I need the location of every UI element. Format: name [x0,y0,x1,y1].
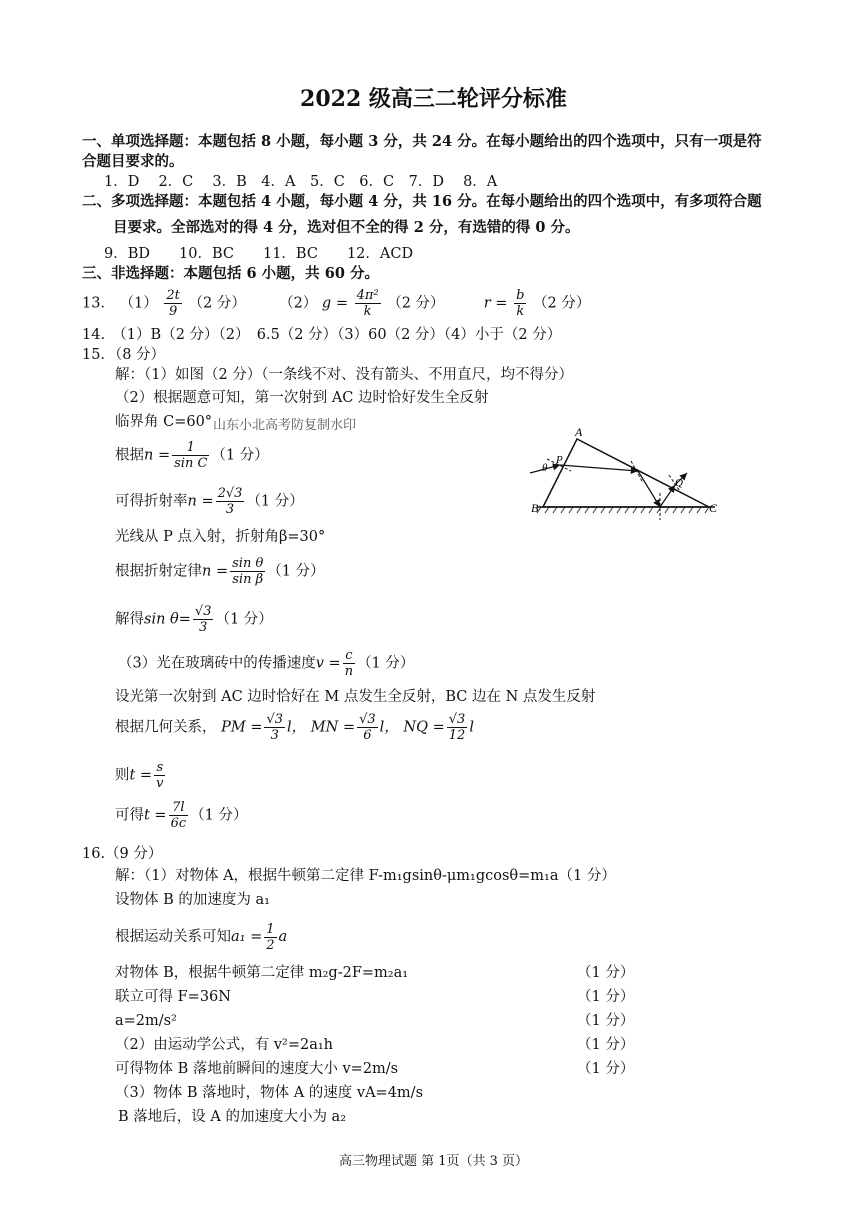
q15-l12-den: v [156,776,164,791]
q15-mn-num: √3 [359,712,376,727]
q15-l13-fraction [169,800,189,831]
q16-l3-num: 1 [266,921,275,937]
q15-l7-fraction [230,556,265,587]
q15-line8 [115,604,273,635]
label-p: P [556,454,563,466]
q15-pm-suffix: l， [287,719,307,736]
section1-header: 一、单项选择题：本题包括 8 小题，每小题 3 分，共 24 分。在每小题给出的四个选项中，只有一项是符 [82,133,762,150]
q15-line4 [115,440,269,471]
q15-l8-num: √3 [194,604,212,619]
q15-l7-den: sin β [232,572,264,587]
hatching [537,507,709,513]
q16-l3-den: 2 [266,937,275,953]
q15-pm-num: √3 [266,712,284,727]
q13-p2-den: k [363,304,372,319]
q13-p3-fraction [514,288,526,319]
q13-p3-lhs: r = [483,295,508,312]
q15-mn-suffix: l， [379,719,399,736]
section2-answers: 9．BD 10．BC 11．BC 12．ACD [104,246,414,262]
q15-l8-lhs: sin θ= [144,611,191,628]
section3-header: 三、非选择题：本题包括 6 小题，共 60 分。 [82,265,379,282]
section2-header-cont: 目要求。全部选对的得 4 分，选对但不全的得 2 分，有选错的得 0 分。 [113,219,580,236]
q15-nq-fraction [447,712,468,743]
q15-l5-den: 3 [225,502,235,517]
q15-nq-den: 12 [448,728,466,743]
q13-p2-lhs: g = [321,295,348,312]
q15-l7-lhs: n = [202,563,229,580]
q15-l9-points: （1 分） [357,655,415,672]
q13-p3-den: k [516,304,525,319]
refracted-ray [560,465,638,471]
q15-l7-pre: 根据折射定律 [115,563,202,580]
q16-l3-lhs: a₁ = [231,929,263,945]
q16-line7: （2）由运动学公式，有 v²=2a₁h [115,1037,334,1053]
q15-l13-num: 7l [169,800,189,816]
q15-l8-den: 3 [199,620,208,635]
label-c: C [709,501,718,515]
q16-line10: B 落地后，设 A 的加速度大小为 a₂ [118,1109,347,1125]
q16-line9: （3）物体 B 落地时，物体 A 的速度 vA=4m/s [115,1085,424,1101]
q15-line3: 临界角 C=60° [115,414,213,430]
q15-l8-points: （1 分） [215,611,273,628]
q15-l13-lhs: t = [144,807,167,824]
q15-line2: （2）根据题意可知，第一次射到 AC 边时恰好发生全反射 [115,390,489,406]
q16-line4-points: （1 分） [577,965,635,981]
q16-line7-points: （1 分） [577,1037,635,1053]
q15-l8-fraction [193,604,214,635]
q13-p1-fraction [164,288,182,319]
q15-l5-num: 2√3 [217,486,243,501]
q16-line3 [115,919,287,955]
q16-line5-points: （1 分） [577,989,635,1005]
q15-l13-den: 6c [170,816,187,831]
q15-nq-lhs: NQ = [403,719,445,736]
q13-p3-num: b [516,288,525,303]
q15-mn-lhs: MN = [310,719,356,736]
label-a: A [575,425,583,439]
q15-line10: 设光第一次射到 AC 边时恰好在 M 点发生全反射，BC 边在 N 点发生反射 [115,689,596,705]
q15-l4-pre: 根据 [115,447,144,464]
q15-l8-pre: 解得 [115,611,144,628]
watermark-text: 山东小北高考防复制水印 [213,418,357,433]
q15-l13-points: （1 分） [190,807,248,824]
q15-line12 [115,760,167,791]
q15-l7-num: sin θ [232,556,264,571]
q13-p3-points: （2 分） [533,295,591,312]
q15-mn-fraction [357,712,378,743]
page-footer: 高三物理试题 第 1页（共 3 页） [338,1154,529,1169]
q16-line8: 可得物体 B 落地前瞬间的速度大小 v=2m/s [115,1061,399,1077]
q15-line13 [115,800,248,831]
q15-l4-den: sin C [174,456,208,471]
q16-line8-points: （1 分） [577,1061,635,1077]
q16-line1: 解：（1）对物体 A，根据牛顿第二定律 F-m₁gsinθ-μm₁gcosθ=m₁a（1 分） [115,868,616,884]
q13-p1-points: （2 分） [188,295,246,312]
q15-l4-fraction [172,440,209,471]
q13-line [82,288,590,319]
q15-l4-num: 1 [172,440,209,456]
q15-l9-lhs: v = [315,655,341,672]
q13-p1-label: （1） [119,295,158,312]
q15-l4-points: （1 分） [211,447,269,464]
q13-p1-num: 2t [166,288,180,303]
q15-l5-lhs: n = [187,493,214,510]
section2-header: 二、多项选择题：本题包括 4 小题，每小题 4 分，共 16 分。在每小题给出的四个选项中，有多项符合题 [82,193,762,210]
q15-l11-pre: 根据几何关系， [115,719,217,736]
q16-l3-fraction [264,922,276,953]
q15-pm-fraction [264,712,285,743]
q15-line7 [115,556,325,587]
q16-line4: 对物体 B，根据牛顿第二定律 m₂g-2F=m₂a₁ [115,965,409,981]
q14-line: 14. （1）B（2 分）（2） 6.5（2 分）（3）60（2 分）（4）小于（2 分） [82,327,562,343]
q13-p2-label: （2） [279,295,318,312]
label-q: Q [675,477,683,489]
q15-l12-pre: 则 [115,767,130,784]
section1-answers: 1．D 2．C 3．B 4．A 5．C 6．C 7．D 8．A [104,174,498,190]
q15-header: 15．（8 分） [82,347,166,363]
q13-p1-den: 9 [169,304,178,319]
q15-l5-points: （1 分） [246,493,304,510]
q15-l12-num: s [154,760,165,776]
bottom-reflected-ray [660,485,675,507]
q15-line6: 光线从 P 点入射，折射角β=30° [115,529,326,545]
label-theta: θ [542,462,548,474]
section1-header-cont: 合题目要求的。 [82,153,184,170]
q16-header: 16.（9 分） [82,846,163,862]
q13-p2-fraction [355,288,381,319]
label-b: B [531,501,539,515]
q15-l7-points: （1 分） [267,563,325,580]
prism-diagram [525,425,725,520]
q15-l4-lhs: n = [144,447,171,464]
q16-l3-pre: 根据运动关系可知 [115,929,231,945]
q15-line1: 解：（1）如图（2 分）（一条线不对、没有箭头、不用直尺，均不得分） [115,367,574,383]
q15-mn-den: 6 [363,728,372,743]
q15-l9-pre: （3）光在玻璃砖中的传播速度 [118,655,316,672]
q15-nq-num: √3 [448,712,466,727]
q13-p2-num: 4π² [356,288,379,303]
q15-l9-den: n [344,664,354,679]
prism-triangle [543,439,709,507]
q15-l5-pre: 可得折射率 [115,493,188,510]
q15-line5 [115,486,304,517]
q15-nq-suffix: l [469,719,474,736]
q15-l9-fraction [343,648,355,679]
q15-line11 [115,712,474,743]
q16-line2: 设物体 B 的加速度为 a₁ [115,892,270,908]
q16-l3-suffix: a [278,929,288,945]
q15-l12-fraction [154,760,165,791]
q13-p2-points: （2 分） [387,295,445,312]
q16-line6: a=2m/s² [115,1013,177,1029]
q15-l13-pre: 可得 [115,807,144,824]
q16-line5: 联立可得 F=36N [115,989,231,1005]
q15-pm-lhs: PM = [221,719,263,736]
q15-pm-den: 3 [270,728,279,743]
q16-line6-points: （1 分） [577,1013,635,1029]
q15-line9 [118,648,414,679]
q15-l5-fraction [216,486,245,517]
page-title: 2022 级高三二轮评分标准 [300,86,567,112]
q15-l12-lhs: t = [129,767,153,784]
q15-l9-num: c [343,648,355,664]
q13-label: 13． [82,295,115,312]
